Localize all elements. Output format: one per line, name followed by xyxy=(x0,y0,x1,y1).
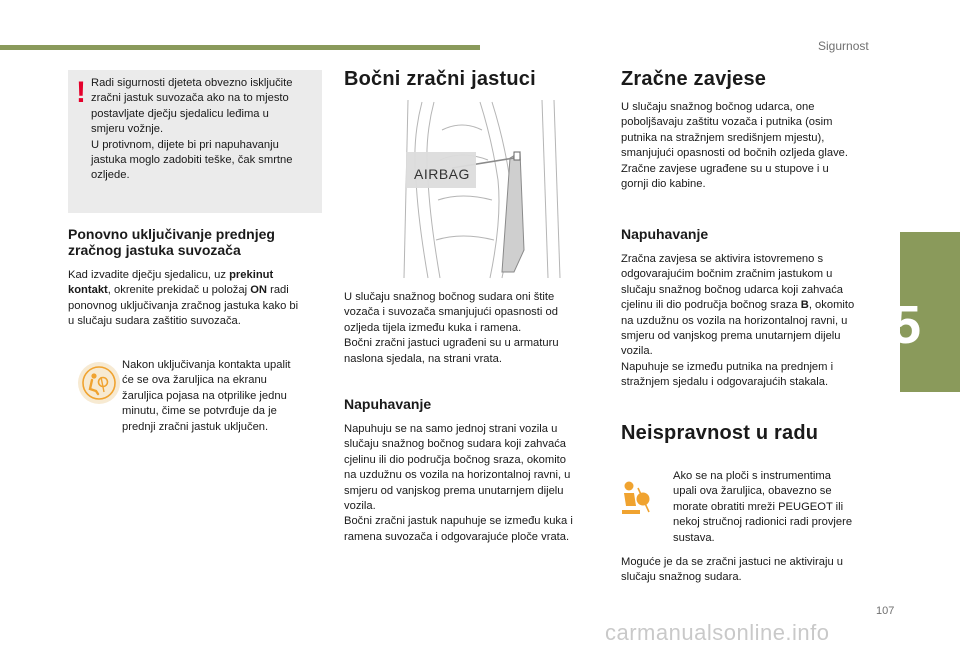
curtain-inflation-heading: Napuhavanje xyxy=(621,226,709,242)
curtain-airbags-heading: Zračne zavjese xyxy=(621,68,767,90)
indicator-note: Nakon uključivanja kontakta upalit će se ova žaruljica na ekranu žaruljica pojasa na otprilike jednu minutu, čime se potvrđuje da je prednji zračni jastuk uključen. xyxy=(122,359,291,433)
reactivation-heading: Ponovno uključivanje prednjeg zračnog jastuka suvozača xyxy=(68,226,275,258)
malfunction-text: Moguće je da se zračni jastuci ne aktiviraju u slučaju snažnog sudara. xyxy=(621,556,843,584)
chapter-number: 5 xyxy=(891,295,922,355)
chapter-tab xyxy=(891,232,960,392)
airbag-fault-icon xyxy=(612,476,658,522)
seat-airbag-illustration xyxy=(342,100,592,280)
reactivation-text: Kad izvadite dječju sjedalicu, uz prekinut kontakt, okrenite prekidač u položaj ON radi ponovnog uključivanja zračnog jastuka kako bi u slučaju sudara zaštitio suvozača. xyxy=(68,269,299,328)
exclamation-icon: ! xyxy=(76,76,86,109)
side-inflation-text: Napuhuju se na samo jednoj strani vozila u slučaju snažnog bočnog sudara koji zahvaća cjelinu ili dio područja bočnog sraza, okomito na uzdužnu os vozila na horizontalnoj ravni, u smjeru od vanjskog prema unutarnjem dijelu vozila. Bočni zračni jastuk napuhuje se između kuka i ramena suvozača i odgovarajuće ploče vrata. xyxy=(344,423,573,543)
side-airbags-text: U slučaju snažnog bočnog sudara oni štite vozača i suvozača smanjujući opasnosti od ozljeda tijela između kuka i ramena. Bočni zračni jastuci ugrađeni su u armaturu naslona sjedala, na strani vrata. xyxy=(344,291,559,365)
side-airbags-heading: Bočni zračni jastuci xyxy=(344,68,536,90)
watermark: carmanualsonline.info xyxy=(605,620,830,645)
curtain-airbags-text: U slučaju snažnog bočnog udarca, one poboljšavaju zaštitu vozača i putnika (osim putnika na stražnjem središnjem mjestu), smanjujući opasnosti od bočnih ozljeda glave. Zračne zavjese ugrađene su u stupove i u gornji dio kabine. xyxy=(621,101,849,191)
malfunction-note: Ako se na ploči s instrumentima upali ova žaruljica, obavezno se morate obratiti mreži PEUGEOT ili nekoj stručnoj radionici radi provjere sustava. xyxy=(673,470,853,544)
side-inflation-heading: Napuhavanje xyxy=(344,396,432,412)
airbag-indicator-icon xyxy=(78,362,120,404)
warning-box xyxy=(68,70,322,213)
airbag-label: AIRBAG xyxy=(414,166,470,182)
malfunction-heading: Neispravnost u radu xyxy=(621,422,819,444)
page-number: 107 xyxy=(876,605,895,617)
warning-text: Radi sigurnosti djeteta obvezno isključite zračni jastuk suvozača ako na to mjesto postavljate dječju sjedalicu leđima u smjeru vožnje. U protivnom, dijete bi pri napuhavanju jastuka moglo zadobiti teške, čak smrtne ozljede. xyxy=(91,77,293,182)
header-bar xyxy=(0,45,480,50)
curtain-inflation-text: Zračna zavjesa se aktivira istovremeno s odgovarajućim bočnim zračnim jastukom u slučaju snažnog bočnog udarca koji zahvaća cjelinu ili dio područja bočnog sraza B, okomito na uzdužnu os vozila na horizontalnoj ravni, u smjeru od vanjskog prema unutarnjem dijelu vozila. Napuhuje se između putnika na prednjem i stražnjem sjedalu i odgovarajućih stakala. xyxy=(621,253,855,389)
section-title: Sigurnost xyxy=(818,39,869,53)
